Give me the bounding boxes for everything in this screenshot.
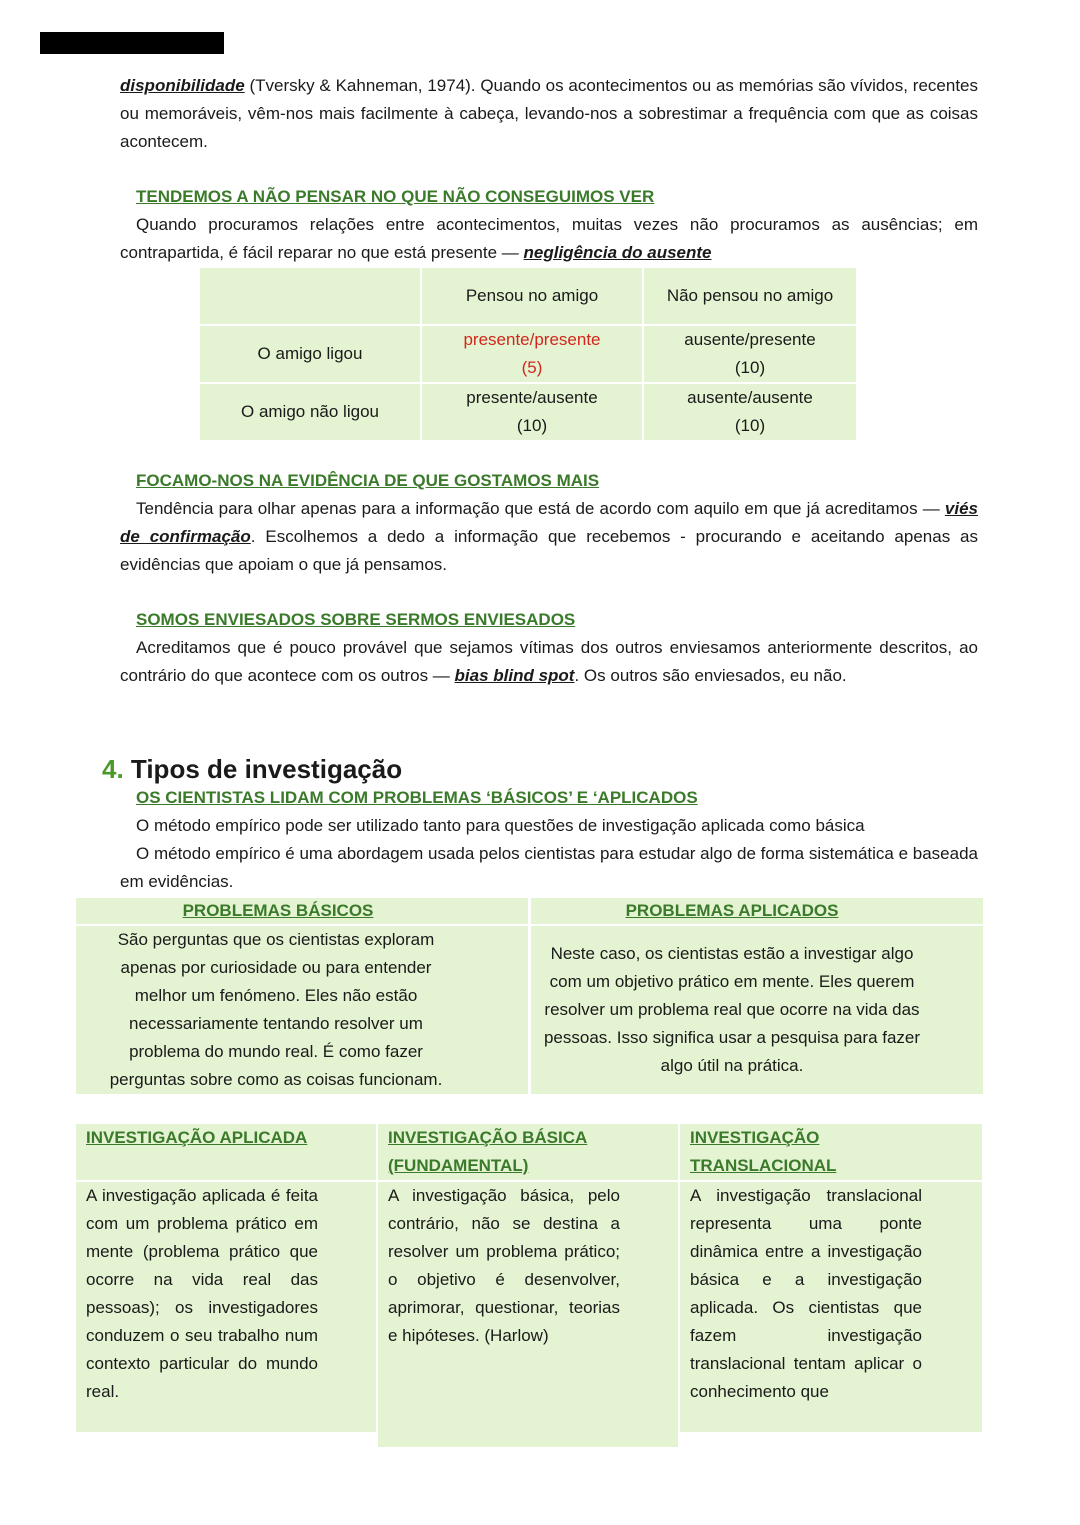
availability-term: disponibilidade — [120, 76, 245, 95]
cell-absent-absent: ausente/ausente (10) — [644, 384, 856, 440]
basic-problems-heading: PROBLEMAS BÁSICOS — [182, 901, 374, 920]
blindspot-paragraph — [120, 634, 978, 690]
confirmation-text-b: . Escolhemos a dedo a informação que recebemos - procurando e aceitando apenas as evidências que apoiam o que já pensamos. — [120, 527, 978, 574]
blindspot-term: bias blind spot — [454, 666, 575, 685]
section-title-text: Tipos de investigação — [130, 754, 403, 784]
section4-p1: O método empírico pode ser utilizado tanto para questões de investigação aplicada como básica — [136, 816, 865, 835]
confirmation-paragraph — [120, 495, 978, 579]
basic-investigation-heading: INVESTIGAÇÃO BÁSICA (FUNDAMENTAL) — [388, 1128, 588, 1175]
absent-text: Quando procuramos relações entre acontecimentos, muitas vezes não procuramos as ausências; em contrapartida, é fácil reparar no que está presente — — [120, 215, 978, 262]
row-label-not-called: O amigo não ligou — [200, 384, 420, 440]
confirmation-text-a: Tendência para olhar apenas para a informação que está de acordo com aquilo em que já acreditamos — — [136, 499, 945, 518]
confirmation-heading: FOCAMO-NOS NA EVIDÊNCIA DE QUE GOSTAMOS MAIS — [136, 471, 600, 490]
cell-absent-present: ausente/presente (10) — [644, 326, 856, 382]
blindspot-heading: SOMOS ENVIESADOS SOBRE SERMOS ENVIESADOS — [136, 610, 576, 629]
absent-heading: TENDEMOS A NÃO PENSAR NO QUE NÃO CONSEGUIMOS VER — [136, 187, 655, 206]
translational-investigation-heading: INVESTIGAÇÃO TRANSLACIONAL — [690, 1128, 837, 1175]
redacted-author-name — [40, 32, 224, 54]
applied-investigation-heading: INVESTIGAÇÃO APLICADA — [86, 1128, 308, 1147]
section4-heading: OS CIENTISTAS LIDAM COM PROBLEMAS ‘BÁSICOS’ E ‘APLICADOS — [136, 788, 698, 807]
applied-problems-heading: PROBLEMAS APLICADOS — [625, 901, 839, 920]
applied-problems-text: Neste caso, os cientistas estão a investigar algo com um objetivo prático em mente. Eles querem resolver um problema real que ocorre na vida das pessoas. Isso significa usar a pesquisa para fazer algo útil na prática. — [543, 944, 921, 1075]
row-label-called: O amigo ligou — [200, 326, 420, 382]
cell-present-present: presente/presente (5) — [422, 326, 642, 382]
cell-present-absent: presente/ausente (10) — [422, 384, 642, 440]
section-title — [102, 752, 402, 786]
absent-term: negligência do ausente — [523, 243, 712, 262]
blindspot-text-a: Acreditamos que é pouco provável que sejamos vítimas dos outros enviesamos anteriormente descritos, ao contrário do que acontece com os outros — — [120, 638, 978, 685]
section4-p2: O método empírico é uma abordagem usada pelos cientistas para estudar algo de forma sistemática e baseada em evidências. — [120, 844, 978, 891]
table-corner-cell — [200, 268, 420, 324]
section-number: 4. — [102, 754, 124, 784]
blindspot-text-b: . Os outros são enviesados, eu não. — [574, 666, 847, 685]
availability-paragraph — [120, 72, 978, 156]
basic-investigation-text: A investigação básica, pelo contrário, não se destina a resolver um problema prático; o objetivo é desenvolver, aprimorar, questionar, teorias e hipóteses. (Harlow) — [388, 1186, 620, 1345]
absent-paragraph — [120, 211, 978, 267]
applied-investigation-text: A investigação aplicada é feita com um problema prático em mente (problema prático que ocorre na vida real das pessoas); os investigadores conduzem o seu trabalho num contexto particular do mundo real. — [86, 1186, 318, 1401]
table-header-not-thought: Não pensou no amigo — [644, 268, 856, 324]
translational-investigation-text: A investigação translacional representa uma ponte dinâmica entre a investigação básica e a investigação aplicada. Os cientistas que fazem investigação translacional tentam aplicar o conhecimento que — [690, 1186, 922, 1401]
table-header-thought: Pensou no amigo — [422, 268, 642, 324]
friend-call-table — [198, 266, 858, 442]
basic-problems-text: São perguntas que os cientistas exploram apenas por curiosidade ou para entender melhor um fenómeno. Eles não estão necessariamente tentando resolver um problema do mundo real. É como fazer perguntas sobre como as coisas funcionam. — [109, 930, 443, 1089]
availability-text: (Tversky & Kahneman, 1974). Quando os acontecimentos ou as memórias são vívidos, recentes ou memoráveis, vêm-nos mais facilmente à cabeça, levando-nos a sobrestimar a frequência com que as coisas acontecem. — [120, 76, 978, 151]
confirmation-term: viés de confirmação — [120, 499, 978, 546]
